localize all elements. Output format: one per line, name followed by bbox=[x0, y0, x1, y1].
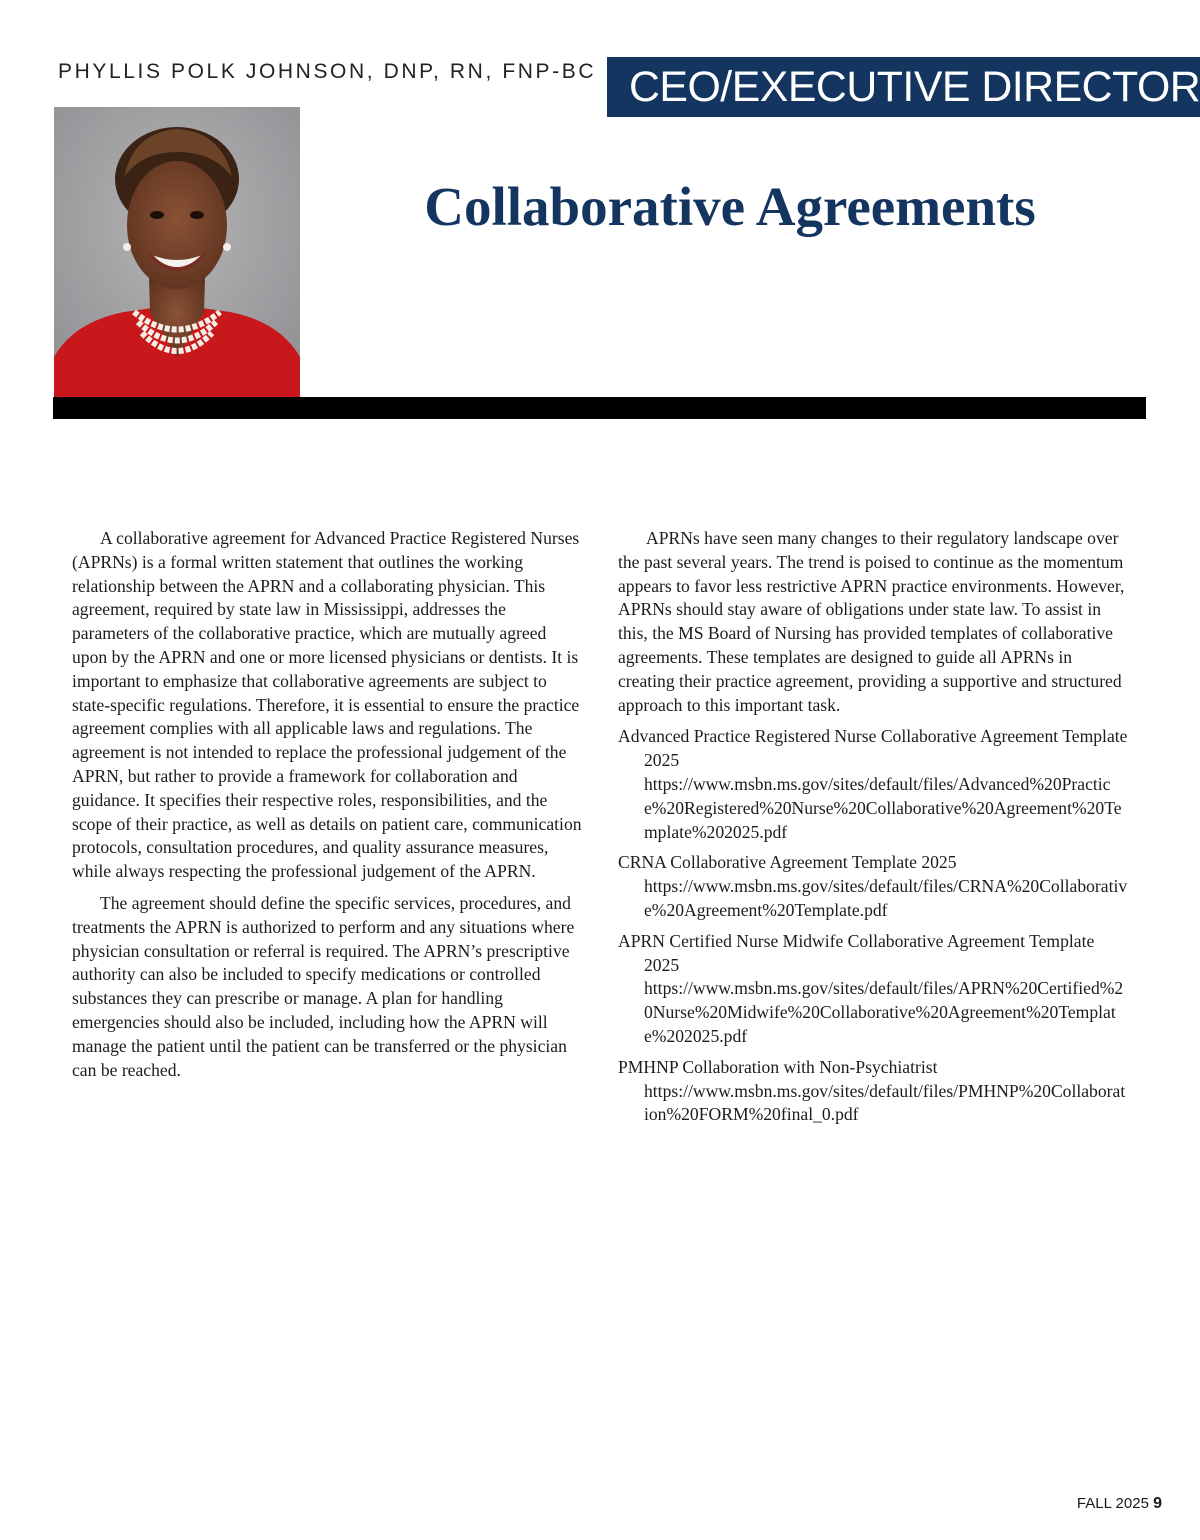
page-footer bbox=[1077, 1495, 1162, 1513]
resource-title: APRN Certified Nurse Midwife Collaborative Agreement Template 2025 bbox=[618, 930, 1095, 975]
article-column-right bbox=[618, 527, 1130, 1134]
body-paragraph: The agreement should define the specific services, procedures, and treatments the APRN is authorized to perform and any situations where physician consultation or referral is required. The APRN’s prescriptive authority can also be included to specify medications or controlled substances they can prescribe or manage. A plan for handling emergencies should also be included, including how the APRN will manage the patient until the patient can be transferred or the physician can be reached. bbox=[72, 892, 575, 1080]
resource-title: CRNA Collaborative Agreement Template 2025 bbox=[618, 852, 957, 873]
resource-title: PMHNP Collaboration with Non-Psychiatrist bbox=[618, 1056, 938, 1077]
header-rule bbox=[53, 397, 1146, 419]
page-number: 9 bbox=[1153, 1495, 1162, 1512]
resource-item bbox=[618, 1056, 1130, 1127]
resource-item bbox=[618, 930, 1130, 1049]
resource-link[interactable]: https://www.msbn.ms.gov/sites/default/files/APRN%20Certified%20Nurse%20Midwife%20Collaborative%20Agreement%20Template%202025.pdf bbox=[644, 978, 1124, 1046]
resource-title: Advanced Practice Registered Nurse Collaborative Agreement Template 2025 bbox=[618, 726, 1128, 771]
resource-item bbox=[618, 725, 1130, 844]
author-photo bbox=[54, 107, 300, 398]
resource-list bbox=[618, 725, 1130, 1127]
body-paragraph: A collaborative agreement for Advanced Practice Registered Nurses (APRNs) is a formal written statement that outlines the working relationship between the APRN and a collaborating physician. This agreement, required by state law in Mississippi, addresses the parameters of the collaborative practice, which are mutually agreed upon by the APRN and one or more licensed physicians or dentists. It is important to emphasize that collaborative agreements are subject to state-specific regulations. Therefore, it is essential to ensure the practice agreement complies with all applicable laws and regulations. The agreement is not intended to replace the professional judgement of the APRN, but rather to provide a framework for collaboration and guidance. It specifies their respective roles, responsibilities, and the scope of their practice, as well as details on patient care, communication protocols, consultation procedures, and quality assurance measures, while always respecting the professional judgement of the APRN. bbox=[72, 528, 582, 882]
resource-item bbox=[618, 851, 1130, 922]
role-banner: CEO/EXECUTIVE DIRECTOR bbox=[607, 57, 1200, 117]
body-paragraph: APRNs have seen many changes to their regulatory landscape over the past several years. The trend is poised to continue as the momentum appears to favor less restrictive APRN practice environments. However, APRNs should stay aware of obligations under state law. To assist in this, the MS Board of Nursing has provided templates of collaborative agreements. These templates are designed to guide all APRNs in creating their practice agreement, providing a supportive and structured approach to this important task. bbox=[618, 528, 1125, 715]
article-column-left bbox=[72, 527, 584, 1090]
resource-link[interactable]: https://www.msbn.ms.gov/sites/default/files/PMHNP%20Collaboration%20FORM%20final_0.pdf bbox=[644, 1080, 1126, 1125]
resource-link[interactable]: https://www.msbn.ms.gov/sites/default/files/CRNA%20Collaborative%20Agreement%20Template.pdf bbox=[644, 876, 1128, 920]
resource-link[interactable]: https://www.msbn.ms.gov/sites/default/files/Advanced%20Practice%20Registered%20Nurse%20Collaborative%20Agreement%20Template%202025.pdf bbox=[644, 773, 1122, 842]
issue-label: FALL 2025 bbox=[1076, 1495, 1149, 1512]
author-byline: PHYLLIS POLK JOHNSON, DNP, RN, FNP-BC bbox=[58, 60, 597, 83]
article-title: Collaborative Agreements bbox=[424, 176, 1036, 237]
